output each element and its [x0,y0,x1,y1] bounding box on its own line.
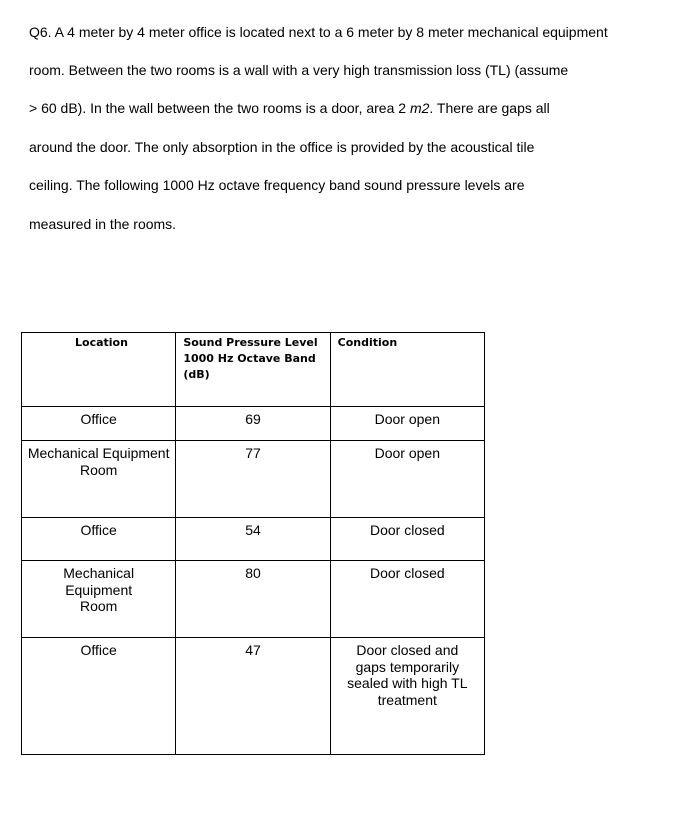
header-spl-line-1: Sound Pressure Level [183,336,318,349]
header-spl [176,333,329,383]
row-3-location: Office [80,522,117,538]
table-row [22,518,485,561]
row-1-spl: 69 [245,411,261,427]
question-line-1: Q6. A 4 meter by 4 meter office is located next to a 6 meter by 8 meter mechanical equipment [29,24,608,40]
row-5-spl: 47 [245,642,261,658]
row-1-condition: Door open [374,411,441,427]
question-line-6: measured in the rooms. [29,216,177,232]
header-spl-line-2: 1000 Hz Octave Band [183,352,316,365]
table-row [22,561,485,638]
question-line-3 [29,100,550,116]
header-location: Location [75,336,128,349]
question-line-5: ceiling. The following 1000 Hz octave frequency band sound pressure levels are [29,177,525,193]
row-4-spl: 80 [245,565,261,581]
header-location-cell [22,333,176,407]
row-2-spl: 77 [245,445,261,461]
header-condition: Condition [337,336,398,349]
question-line-4: around the door. The only absorption in the office is provided by the acoustical tile [29,139,535,155]
row-5-condition: Door closed and gaps temporarily sealed with high TL treatment [347,642,468,708]
row-4-condition: Door closed [369,565,445,581]
row-5-location: Office [80,642,117,658]
question-line-3-rest: . There are gaps all [429,100,550,116]
question-line-2: room. Between the two rooms is a wall with a very high transmission loss (TL) (assume [29,62,569,78]
row-3-condition: Door closed [369,522,445,538]
table-row [22,638,485,755]
row-4-location: Mechanical Equipment Room [63,565,135,614]
area-unit: m2 [409,100,430,116]
header-spl-line-3: (dB) [183,368,210,381]
row-3-spl: 54 [245,522,261,538]
table-row [22,407,485,441]
row-2-condition: Door open [374,445,441,461]
row-1-location: Office [80,411,117,427]
question-line-3-text: > 60 dB). In the wall between the two rooms is a door, area 2 [29,100,407,116]
sound-level-table [21,332,485,755]
header-condition-cell [330,333,484,407]
table-header-row [22,333,485,407]
header-spl-cell [176,333,330,407]
row-2-location: Mechanical Equipment Room [27,445,170,478]
table-row [22,441,485,518]
